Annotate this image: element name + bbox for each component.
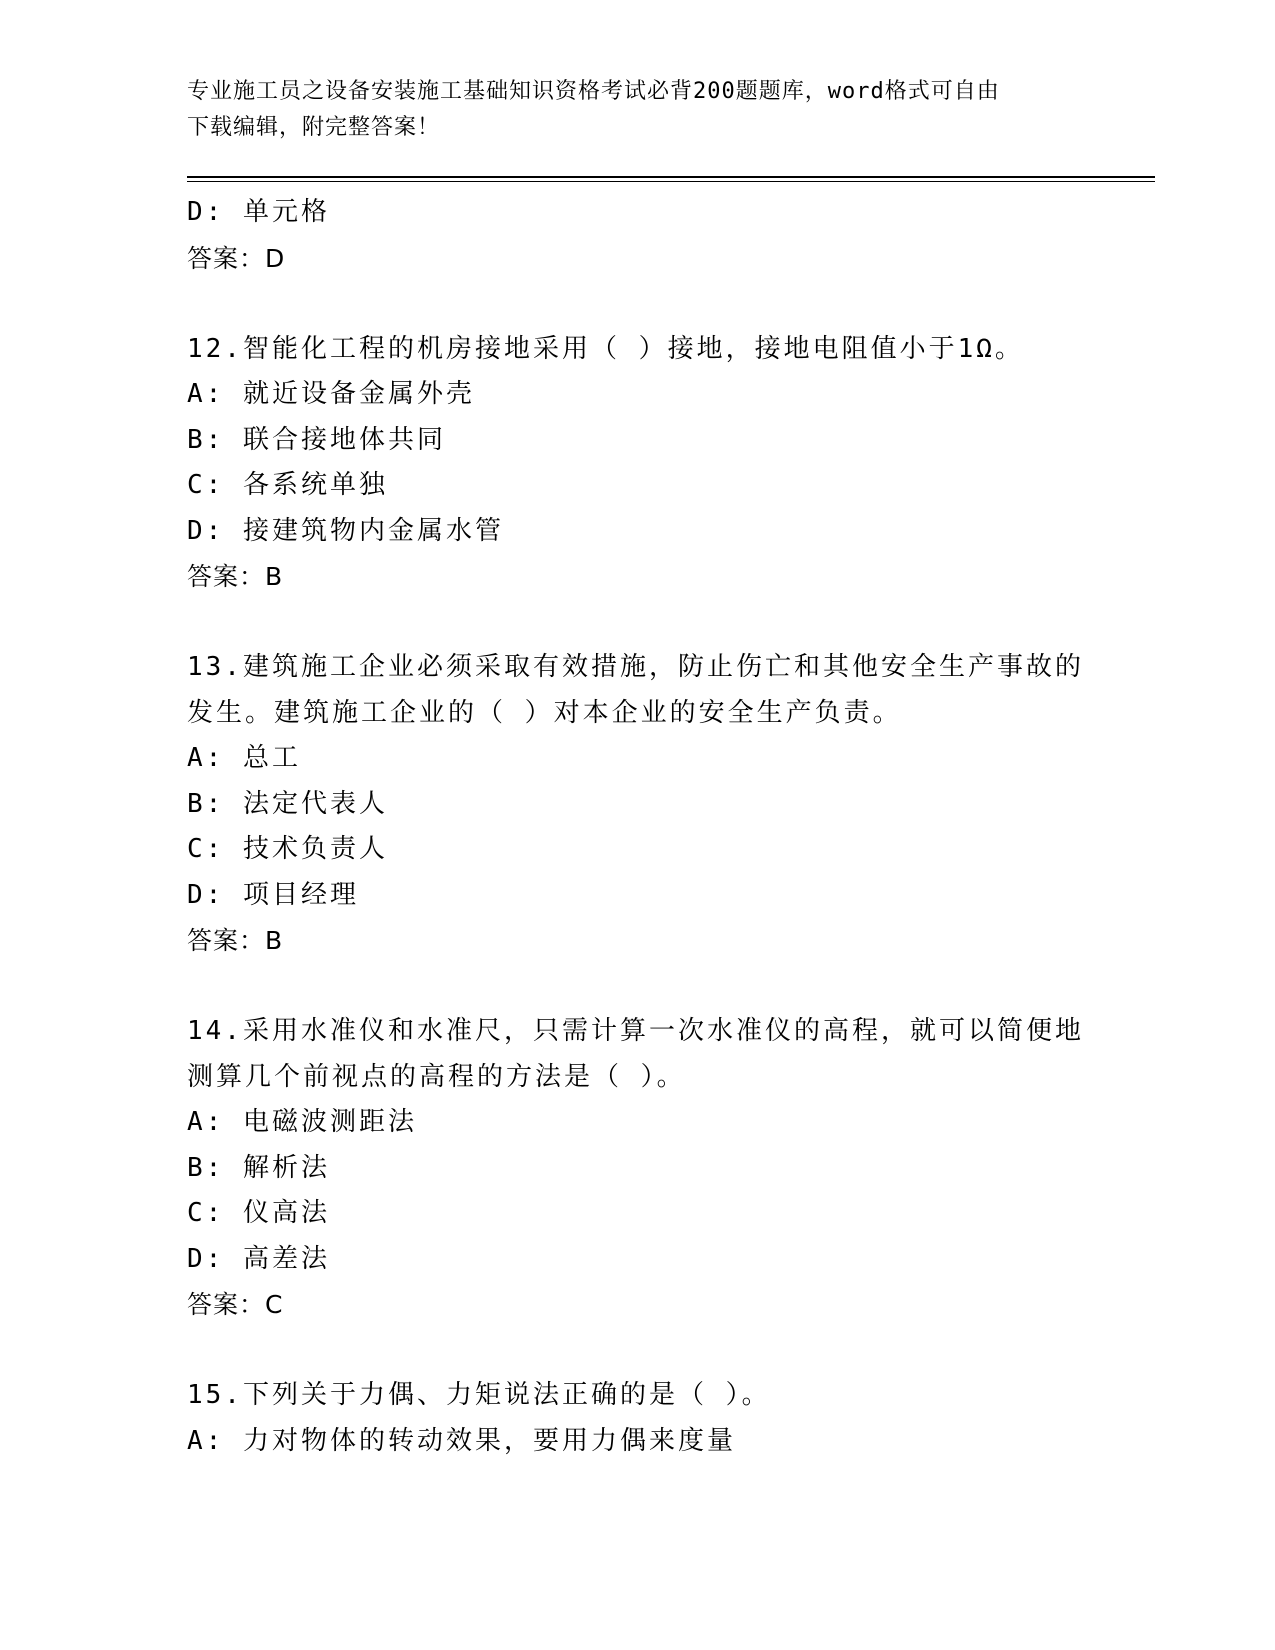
question-stem: 14.采用水准仪和水准尺，只需计算一次水准仪的高程，就可以简便地 (187, 1016, 1084, 1046)
option-a: A: 就近设备金属外壳 (187, 379, 475, 409)
option-d: D: 单元格 (187, 197, 330, 227)
question-13 (187, 645, 1087, 964)
header-line-2: 下载编辑，附完整答案！ (187, 115, 441, 140)
option-a: A: 力对物体的转动效果，要用力偶来度量 (187, 1425, 736, 1456)
option-a: A: 总工 (187, 743, 301, 773)
question-stem: 13.建筑施工企业必须采取有效措施，防止伤亡和其他安全生产事故的 (187, 652, 1084, 682)
question-stem-continued: 测算几个前视点的高程的方法是（ ）。 (187, 1061, 686, 1092)
option-d: D: 接建筑物内金属水管 (187, 515, 504, 546)
question-14 (187, 1009, 1087, 1328)
header-divider-thin (187, 181, 1155, 182)
answer-line: 答案：B (187, 562, 284, 591)
document-body (187, 190, 1087, 1464)
question-stem: 15.下列关于力偶、力矩说法正确的是（ ）。 (187, 1380, 771, 1410)
option-b: B: 法定代表人 (187, 788, 388, 819)
answer-line: 答案：C (187, 1290, 284, 1319)
answer-line: 答案：B (187, 926, 284, 955)
option-d: D: 项目经理 (187, 879, 359, 910)
spacer (187, 964, 1087, 1010)
question-stem: 12.智能化工程的机房接地采用（ ）接地，接地电阻值小于1Ω。 (187, 333, 1024, 364)
header-divider-thick (187, 176, 1155, 178)
spacer (187, 281, 1087, 327)
question-15 (187, 1373, 1087, 1464)
question-12 (187, 327, 1087, 600)
question-stem-continued: 发生。建筑施工企业的（ ）对本企业的安全生产负责。 (187, 697, 902, 728)
option-a: A: 电磁波测距法 (187, 1107, 417, 1137)
option-c: C: 各系统单独 (187, 470, 388, 500)
header-line-1: 专业施工员之设备安装施工基础知识资格考试必背200题题库，word格式可自由 (187, 79, 1000, 104)
spacer (187, 1328, 1087, 1374)
option-c: C: 仪高法 (187, 1198, 330, 1228)
carryover-question (187, 190, 1087, 281)
document-header (187, 74, 1087, 146)
option-b: B: 解析法 (187, 1152, 330, 1183)
option-d: D: 高差法 (187, 1243, 330, 1274)
option-b: B: 联合接地体共同 (187, 424, 446, 455)
spacer (187, 600, 1087, 646)
option-c: C: 技术负责人 (187, 834, 388, 864)
answer-line: 答案：D (187, 243, 286, 273)
